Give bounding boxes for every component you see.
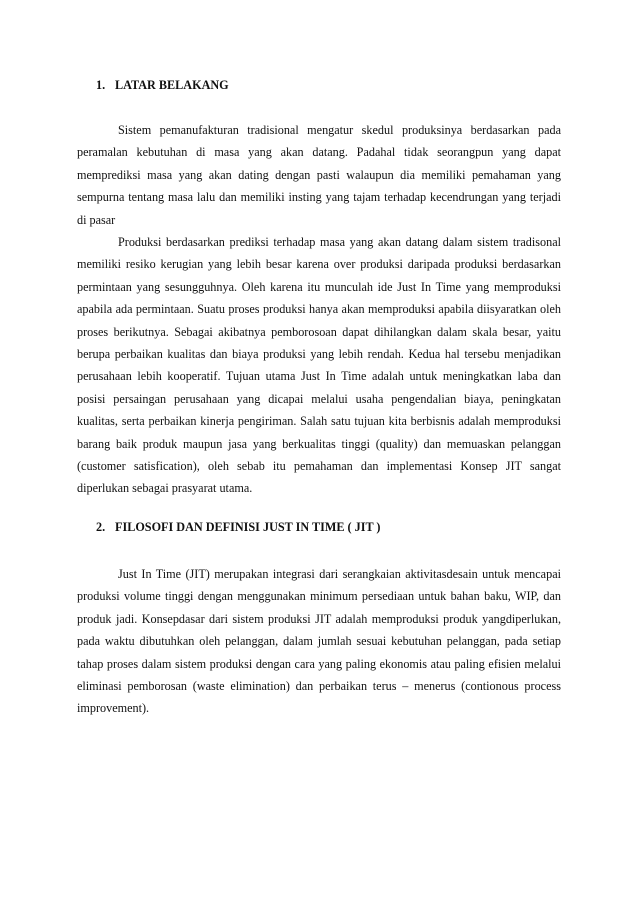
section-number: 1. <box>96 78 106 92</box>
section-heading-latar-belakang <box>96 78 229 93</box>
section-number: 2. <box>96 520 106 534</box>
paragraph-latar-belakang-2: Produksi berdasarkan prediksi terhadap masa yang akan datang dalam sistem tradisonal memiliki resiko kerugian yang lebih besar karena over produksi daripada produksi berdasarkan permintaan yang sesungguhnya. Oleh karena itu munculah ide Just In Time yang memproduksi apabila ada permintaan. Suatu proses produksi hanya akan memproduksi apabila diisyaratkan oleh proses berikutnya. Sebagai akibatnya pemborosoan dapat dihilangkan dalam skala besar, yaitu berupa perbaikan kualitas dan biaya produksi yang lebih rendah. Kedua hal tersebu menjadikan perusahaan lebih kooperatif. Tujuan utama Just In Time adalah untuk meningkatkan laba dan posisi persaingan perusahaan yang dicapai melalui usaha pengendalian biaya, peningkatan kualitas, serta perbaikan kinerja pengiriman. Salah satu tujuan kita berbisnis adalah memproduksi barang baik produk maupun jasa yang berkualitas tinggi (quality) dan memuaskan pelanggan (customer satisfication), oleh sebab itu pemahaman dan implementasi Konsep JIT sangat diperlukan sebagai prasyarat utama. <box>77 235 561 496</box>
paragraph-latar-belakang-1: Sistem pemanufakturan tradisional mengatur skedul produksinya berdasarkan pada peramalan kebutuhan di masa yang akan datang. Padahal tidak seorangpun yang dapat memprediksi masa yang akan dating dengan pasti walaupun dia memiliki pemahaman yang sempurna tentang masa lalu dan memiliki insting yang tajam terhadap kecendrungan yang terjadi di pasar <box>77 123 561 227</box>
paragraph-filosofi-jit-1: Just In Time (JIT) merupakan integrasi dari serangkaian aktivitasdesain untuk mencapai produksi volume tinggi dengan menggunakan minimum persediaan untuk bahan baku, WIP, dan produk jadi. Konsepdasar dari sistem produksi JIT adalah memproduksi produk yangdiperlukan, pada waktu dibutuhkan oleh pelanggan, dalam jumlah sesuai kebutuhan pelanggan, pada setiap tahap proses dalam sistem produksi dengan cara yang paling ekonomis atau paling efisien melalui eliminasi pemborosan (waste elimination) dan perbaikan terus – menerus (contionous process improvement). <box>77 567 561 716</box>
section-title: FILOSOFI DAN DEFINISI JUST IN TIME ( JIT ) <box>115 520 381 534</box>
section-title: LATAR BELAKANG <box>115 78 229 92</box>
section-heading-filosofi-jit <box>96 520 380 535</box>
